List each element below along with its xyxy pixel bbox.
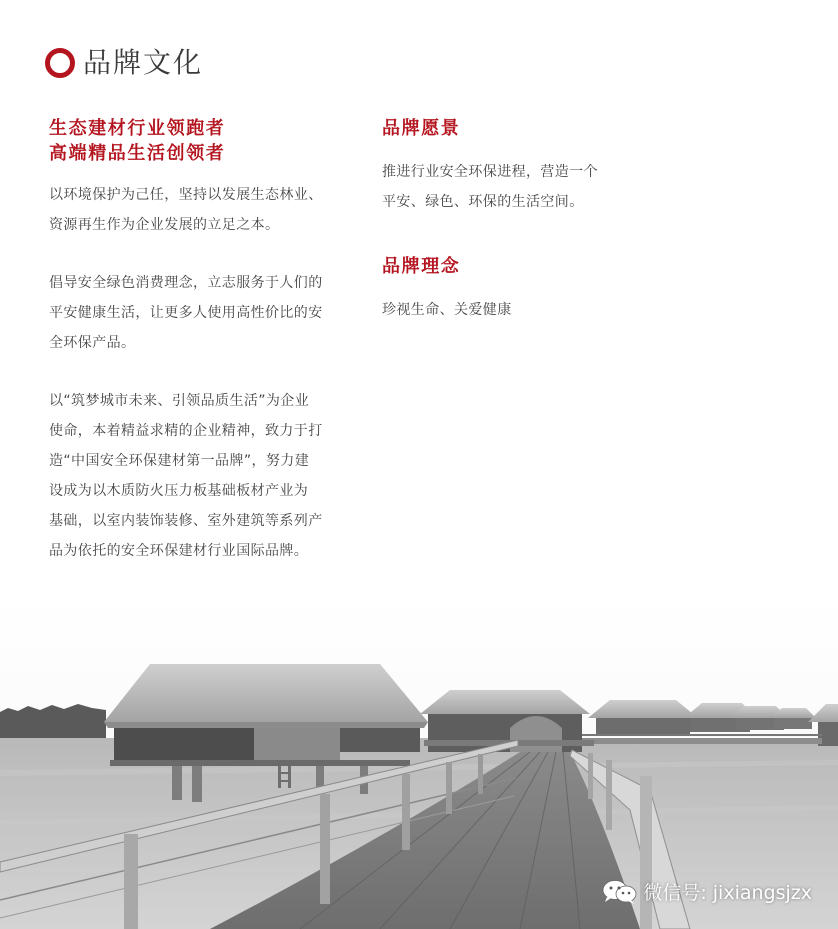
paragraph-environment xyxy=(49,180,349,240)
text-line: 平安、绿色、环保的生活空间。 xyxy=(382,194,584,210)
text-line: 全环保产品。 xyxy=(49,335,136,351)
slogan-line: 高端精品生活创领者 xyxy=(49,143,226,164)
ring-icon xyxy=(45,48,75,78)
text-line: 使命，本着精益求精的企业精神，致力于打 xyxy=(49,423,323,439)
page-title: 品牌文化 xyxy=(83,46,204,79)
page-header xyxy=(45,44,203,82)
text-line: 倡导安全绿色消费理念，立志服务于人们的 xyxy=(49,275,323,291)
concept-heading: 品牌理念 xyxy=(382,256,461,277)
text-line: 造“中国安全环保建材第一品牌”，努力建 xyxy=(49,453,310,469)
paragraph-consumption xyxy=(49,268,349,358)
brand-concept-section xyxy=(382,254,622,325)
paragraph-mission xyxy=(49,386,349,566)
text-line: 以“筑梦城市未来、引领品质生活”为企业 xyxy=(49,393,310,409)
text-line: 资源再生作为企业发展的立足之本。 xyxy=(49,217,280,233)
left-column xyxy=(49,116,349,566)
slogan-line: 生态建材行业领跑者 xyxy=(49,118,226,139)
right-column xyxy=(382,116,622,325)
brand-vision-section xyxy=(382,116,622,217)
text-line: 平安健康生活，让更多人使用高性价比的安 xyxy=(49,305,323,321)
concept-text: 珍视生命、关爱健康 xyxy=(382,302,512,318)
text-line: 品为依托的安全环保建材行业国际品牌。 xyxy=(49,543,309,559)
vision-heading: 品牌愿景 xyxy=(382,118,461,139)
wechat-watermark xyxy=(601,878,812,905)
text-line: 基础，以室内装饰装修、室外建筑等系列产 xyxy=(49,513,323,529)
text-line: 推进行业安全环保进程，营造一个 xyxy=(382,164,598,180)
text-line: 以环境保护为己任，坚持以发展生态林业、 xyxy=(49,187,323,203)
vision-text xyxy=(382,157,622,217)
watermark-text: 微信号: jixiangsjzx xyxy=(643,882,812,904)
wechat-icon xyxy=(601,879,637,905)
slogan xyxy=(49,116,349,166)
text-line: 设成为以木质防火压力板基础板材产业为 xyxy=(49,483,309,499)
